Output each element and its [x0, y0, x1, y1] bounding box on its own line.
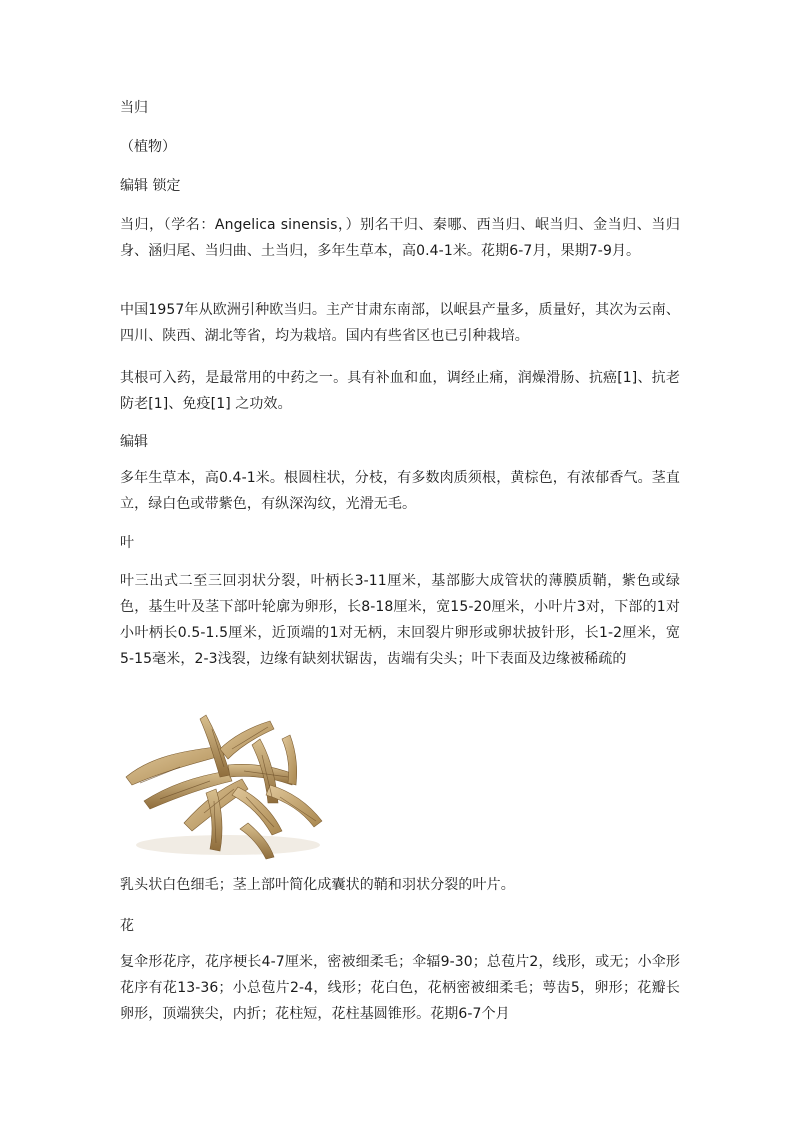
intro-paragraph: 当归，（学名：Angelica sinensis，）别名干归、秦哪、西当归、岷当归、金当归、当归身、涵归尾、当归曲、土当归，多年生草本，高0.4-1米。花期6-7月，果期7-9月。: [120, 217, 680, 259]
cultivation-paragraph: 中国1957年从欧洲引种欧当归。主产甘肃东南部，以岷县产量多，质量好，其次为云南、四川、陕西、湖北等省，均为栽培。国内有些省区也已引种栽培。: [120, 302, 680, 344]
edit-label: 编辑: [120, 434, 148, 450]
medicinal-paragraph: 其根可入药，是最常用的中药之一。具有补血和血，调经止痛，润燥滑肠、抗癌[1]、抗老防老[1]、免疫[1] 之功效。: [120, 370, 680, 412]
flower-paragraph: 复伞形花序，花序梗长4-7厘米，密被细柔毛；伞辐9-30；总苞片2，线形，或无；小伞形花序有花13-36；小总苞片2-4，线形；花白色，花柄密被细柔毛；萼齿5，卵形；花瓣长卵形，顶端狭尖，内折；花柱短，花柱基圆锥形。花期6-7个月: [120, 954, 680, 1022]
angelica-root-photo: [120, 705, 336, 863]
edit-lock-links: 编辑 锁定: [120, 178, 181, 194]
category-label: （植物）: [120, 139, 176, 155]
leaf-continuation: 乳头状白色细毛；茎上部叶简化成囊状的鞘和羽状分裂的叶片。: [120, 877, 515, 893]
page-title: 当归: [120, 100, 148, 116]
morphology-paragraph: 多年生草本，高0.4-1米。根圆柱状，分枝，有多数肉质须根，黄棕色，有浓郁香气。茎直立，绿白色或带紫色，有纵深沟纹，光滑无毛。: [120, 470, 680, 512]
leaf-paragraph: 叶三出式二至三回羽状分裂，叶柄长3-11厘米，基部膨大成管状的薄膜质鞘，紫色或绿色，基生叶及茎下部叶轮廓为卵形，长8-18厘米，宽15-20厘米，小叶片3对，下部的1对小叶柄长0.5-1.5厘米，近顶端的1对无柄，末回裂片卵形或卵状披针形，长1-2厘米，宽5-15毫米，2-3浅裂，边缘有缺刻状锯齿，齿端有尖头；叶下表面及边缘被稀疏的: [120, 573, 680, 667]
flower-heading: 花: [120, 918, 134, 934]
leaf-heading: 叶: [120, 535, 134, 551]
